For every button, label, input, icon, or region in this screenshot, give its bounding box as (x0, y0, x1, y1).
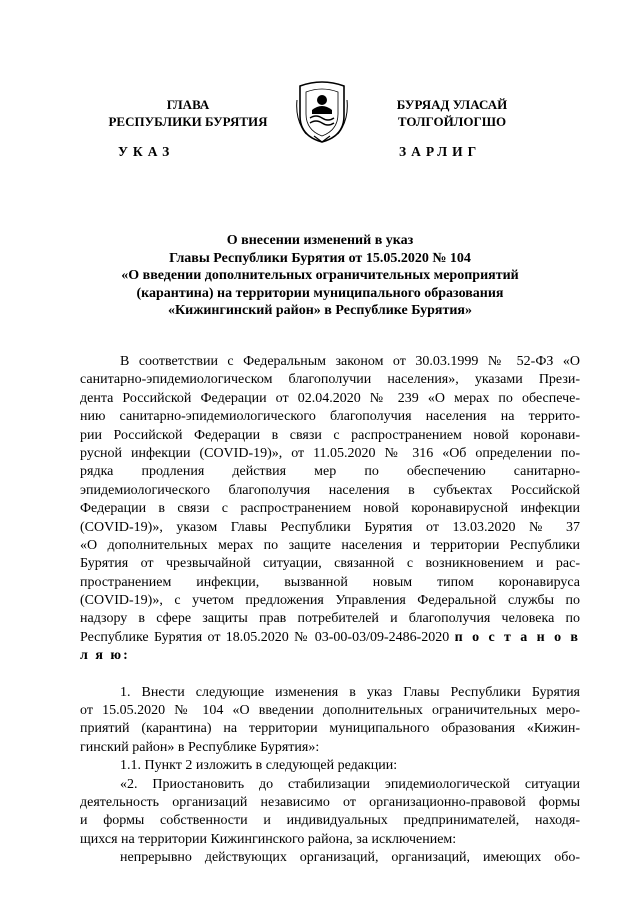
body-line: приятий (карантина) на территории муниципального образования «Кижин- (80, 721, 580, 737)
body-line-text: Республике Бурятия от 18.05.2020 № 03-00-03/09-2486-2020 (80, 629, 450, 645)
item-1-paragraph (80, 684, 580, 868)
postanov-word-end: л я ю: (80, 648, 130, 664)
body-line: непрерывно действующих организаций, организаций, имеющих обо- (120, 850, 580, 866)
body-line: рядка продления действия мер по обеспечению санитарно- (80, 464, 580, 480)
doc-type-right: ЗАРЛИГ (399, 144, 482, 159)
body-line: от 15.05.2020 № 104 «О введении дополнительных ограничительных меро- (80, 703, 580, 719)
header-right-line2: ТОЛГОЙЛОГШО (397, 114, 507, 129)
preamble-paragraph (80, 353, 580, 666)
body-line: Федерации в связи с распространением новой коронавирусной инфекции (80, 501, 580, 517)
title-line: «О введении дополнительных ограничительных мероприятий (121, 268, 519, 283)
body-line: щихся на территории Кижингинского района, за исключением: (80, 831, 457, 847)
header-left-line1: ГЛАВА (166, 97, 210, 112)
body-line: рии Российской Федерации в связи с распространением новой коронави- (80, 427, 580, 443)
body-line: «О дополнительных мерах по защите населения и территории Республики (80, 537, 580, 553)
body-line: (COVID-19)», с учетом предложения Управления Федеральной службы по (80, 593, 580, 609)
body-line: пространением инфекции, вызванной новым типом коронавируса (80, 574, 580, 590)
body-line: и формы собственности и индивидуальных предпринимателей, находя- (80, 813, 580, 829)
body-line (80, 629, 580, 647)
body-line: нию санитарно-эпидемиологического благополучия населения на террито- (80, 409, 580, 425)
title-line: О внесении изменений в указ (226, 233, 414, 248)
body-line: (COVID-19)», указом Главы Республики Бурятия от 13.03.2020 № 37 (80, 519, 580, 535)
header-right-line1: БУРЯАД УЛАСАЙ (396, 97, 508, 112)
body-line: «2. Приостановить до стабилизации эпидемиологической ситуации (120, 776, 580, 792)
header-left-line2: РЕСПУБЛИКИ БУРЯТИЯ (108, 114, 268, 129)
postanov-word: п о с т а н о в (454, 629, 580, 645)
doc-type-left: УКАЗ (118, 144, 175, 159)
title-line: «Кижингинский район» в Республике Бурятия» (167, 303, 473, 318)
body-line: гинский район» в Республике Бурятия»: (80, 739, 320, 755)
header-left (88, 96, 288, 130)
body-line: дента Российской Федерации от 02.04.2020 № 239 «О мерах по обеспече- (80, 390, 580, 406)
title-line: (карантина) на территории муниципального образования (136, 285, 504, 301)
body-line: 1. Внести следующие изменения в указ Главы Республики Бурятия (120, 684, 580, 700)
body-line: деятельность организаций независимо от организационно-правовой формы (80, 794, 580, 810)
title-line: Главы Республики Бурятия от 15.05.2020 № 104 (169, 250, 471, 266)
body-line: Бурятия от чрезвычайной ситуации, связанной с возникновением и рас- (80, 556, 580, 572)
document-body (80, 353, 580, 868)
body-line: 1.1. Пункт 2 изложить в следующей редакции: (120, 758, 398, 774)
header-right (352, 96, 552, 130)
document-title (80, 232, 560, 320)
body-line: эпидемиологического благополучия населения в субъектах Российской (80, 482, 580, 498)
body-line: В соответствии с Федеральным законом от 30.03.1999 № 52-ФЗ «О (120, 354, 580, 369)
body-line: надзору в сфере защиты прав потребителей и благополучия человека по (80, 611, 580, 627)
body-line: русной инфекции (COVID-19)», от 11.05.2020 № 316 «Об определении по- (80, 445, 580, 461)
body-line: санитарно-эпидемиологическом благополучии населения», указами Прези- (80, 372, 580, 388)
paragraph-gap (80, 666, 580, 684)
body-line (80, 647, 580, 665)
coat-of-arms-emblem (296, 80, 348, 144)
